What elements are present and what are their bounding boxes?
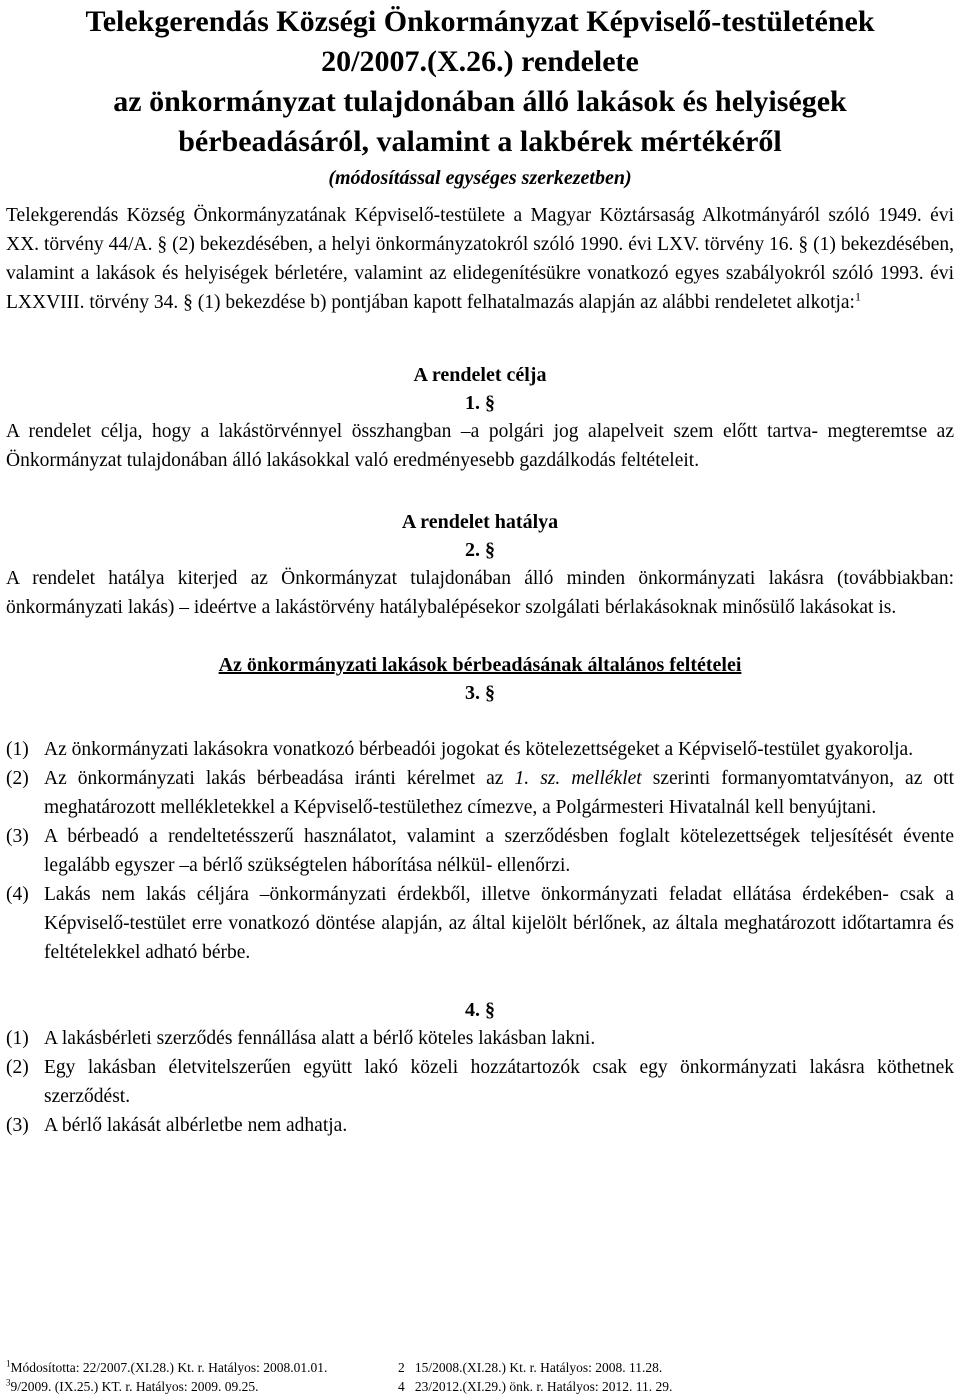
- footnotes: [6, 1358, 954, 1396]
- item-text: A lakásbérleti szerződés fennállása alatt a bérlő köteles lakásban lakni.: [44, 1028, 596, 1049]
- title-line-2: 20/2007.(X.26.) rendelete: [321, 45, 639, 78]
- item-text: A bérbeadó a rendeltetésszerű használatot, valamint a szerződésben foglalt kötelezettségek teljesítését évente legalább egyszer –a bérlő szükségtelen háborítása nélkül- ellenőrzi.: [44, 826, 954, 876]
- footnote-mark: 1: [6, 1358, 11, 1369]
- item-text: [44, 764, 954, 822]
- footnote-mark: 2: [398, 1360, 405, 1375]
- footnote-mark: 4: [398, 1379, 405, 1394]
- item-number: (3): [6, 826, 29, 847]
- section-4-list: [6, 1024, 954, 1140]
- section-3-item-4: [6, 880, 954, 967]
- footnote-text: Módosította: 22/2007.(XI.28.) Kt. r. Hatályos: 2008.01.01.: [10, 1360, 328, 1375]
- footnote-mark: 3: [6, 1377, 11, 1388]
- footnote-2: [398, 1358, 954, 1377]
- section-3-heading: Az önkormányzati lakások bérbeadásának általános feltételei: [218, 654, 742, 676]
- footnote-ref: 1: [854, 289, 861, 304]
- item-number: (1): [6, 1028, 29, 1049]
- footnote-text: 23/2012.(XI.29.) önk. r. Hatályos: 2012. 11. 29.: [414, 1379, 673, 1394]
- section-3-item-1: [6, 735, 954, 764]
- item-number: (3): [6, 1115, 29, 1136]
- preamble-text: Telekgerendás Község Önkormányzatának Képviselő-testülete a Magyar Köztársaság Alkotmányáról szóló 1949. évi XX. törvény 44/A. § (2) bekezdésében, a helyi önkormányzatokról szóló 1990. évi LXV. törvény 16. § (1) bekezdésében, valamint a lakások és helyiségek bérletére, valamint az elidegenítésükre vonatkozó egyes szabályokról szóló 1993. évi LXXVIII. törvény 34. § (1) bekezdése b) pontjában kapott felhatalmazás alapján az alábbi rendeletet alkotja:: [6, 205, 954, 313]
- document-title: [6, 3, 954, 160]
- section-3-item-3: [6, 822, 954, 880]
- item-text-part: szerinti formanyomtatványon, az ott meghatározott mellékletekkel a Képviselő-testülethez címezve, a Polgármesteri Hivatalnál kell benyújtani.: [44, 768, 955, 818]
- title-line-4: bérbeadásáról, valamint a lakbérek mértékéről: [178, 125, 782, 158]
- section-3-list: [6, 735, 954, 967]
- section-4-item-2: [6, 1053, 954, 1111]
- item-text-part: Az önkormányzati lakás bérbeadása iránti kérelmet az: [44, 768, 515, 789]
- section-3-number: 3. §: [465, 682, 495, 704]
- section-4-item-1: [6, 1024, 954, 1053]
- section-1-text: A rendelet célja, hogy a lakástörvénnyel összhangban –a polgári jog alapelveit szem előtt tartva- megteremtse az Önkormányzat tulajdonában álló lakásokkal való eredményesebb gazdálkodás feltételeit.: [6, 421, 954, 471]
- item-text: Lakás nem lakás céljára –önkormányzati érdekből, illetve önkormányzati feladat ellátása érdekében- csak a Képviselő-testület erre vonatkozó döntése alapján, az által kijelölt bérlőnek, az általa meghatározott időtartamra és feltételekkel adható bérbe.: [44, 884, 954, 963]
- document-subtitle: (módosítással egységes szerkezetben): [328, 167, 632, 189]
- section-1-heading: A rendelet célja: [413, 364, 547, 386]
- footnote-text: 9/2009. (IX.25.) KT. r. Hatályos: 2009. 09.25.: [10, 1379, 259, 1394]
- item-number: (1): [6, 739, 29, 760]
- annex-reference: 1. sz. melléklet: [514, 768, 642, 789]
- document-page: [6, 0, 954, 1140]
- footnote-text: 15/2008.(XI.28.) Kt. r. Hatályos: 2008. 11.28.: [414, 1360, 663, 1375]
- footnote-row: [6, 1358, 954, 1377]
- item-text: Az önkormányzati lakásokra vonatkozó bérbeadói jogokat és kötelezettségeket a Képviselő-testület gyakorolja.: [44, 739, 914, 760]
- footnote-1: [6, 1358, 398, 1377]
- footnote-3: [6, 1377, 398, 1396]
- section-2-heading: A rendelet hatálya: [401, 511, 559, 533]
- section-2-number: 2. §: [465, 539, 495, 561]
- section-4-number: 4. §: [465, 999, 495, 1021]
- item-number: (2): [6, 768, 29, 789]
- item-number: (4): [6, 884, 29, 905]
- footnote-row: [6, 1377, 954, 1396]
- section-3-item-2: [6, 764, 954, 822]
- preamble: [6, 201, 954, 317]
- section-1-number: 1. §: [465, 392, 495, 414]
- title-line-3: az önkormányzat tulajdonában álló lakások és helyiségek: [113, 85, 847, 118]
- section-4-item-3: [6, 1111, 954, 1140]
- item-number: (2): [6, 1057, 29, 1078]
- item-text: Egy lakásban életvitelszerűen együtt lakó közeli hozzátartozók csak egy önkormányzati lakásra köthetnek szerződést.: [44, 1057, 954, 1107]
- section-2-text: A rendelet hatálya kiterjed az Önkormányzat tulajdonában álló minden önkormányzati lakásra (továbbiakban: önkormányzati lakás) – ideértve a lakástörvény hatálybalépésekor szolgálati bérlakásoknak minősülő lakásokat is.: [6, 568, 954, 618]
- title-line-1: Telekgerendás Községi Önkormányzat Képviselő-testületének: [85, 5, 875, 38]
- item-text: A bérlő lakását albérletbe nem adhatja.: [44, 1115, 348, 1136]
- footnote-4: [398, 1377, 954, 1396]
